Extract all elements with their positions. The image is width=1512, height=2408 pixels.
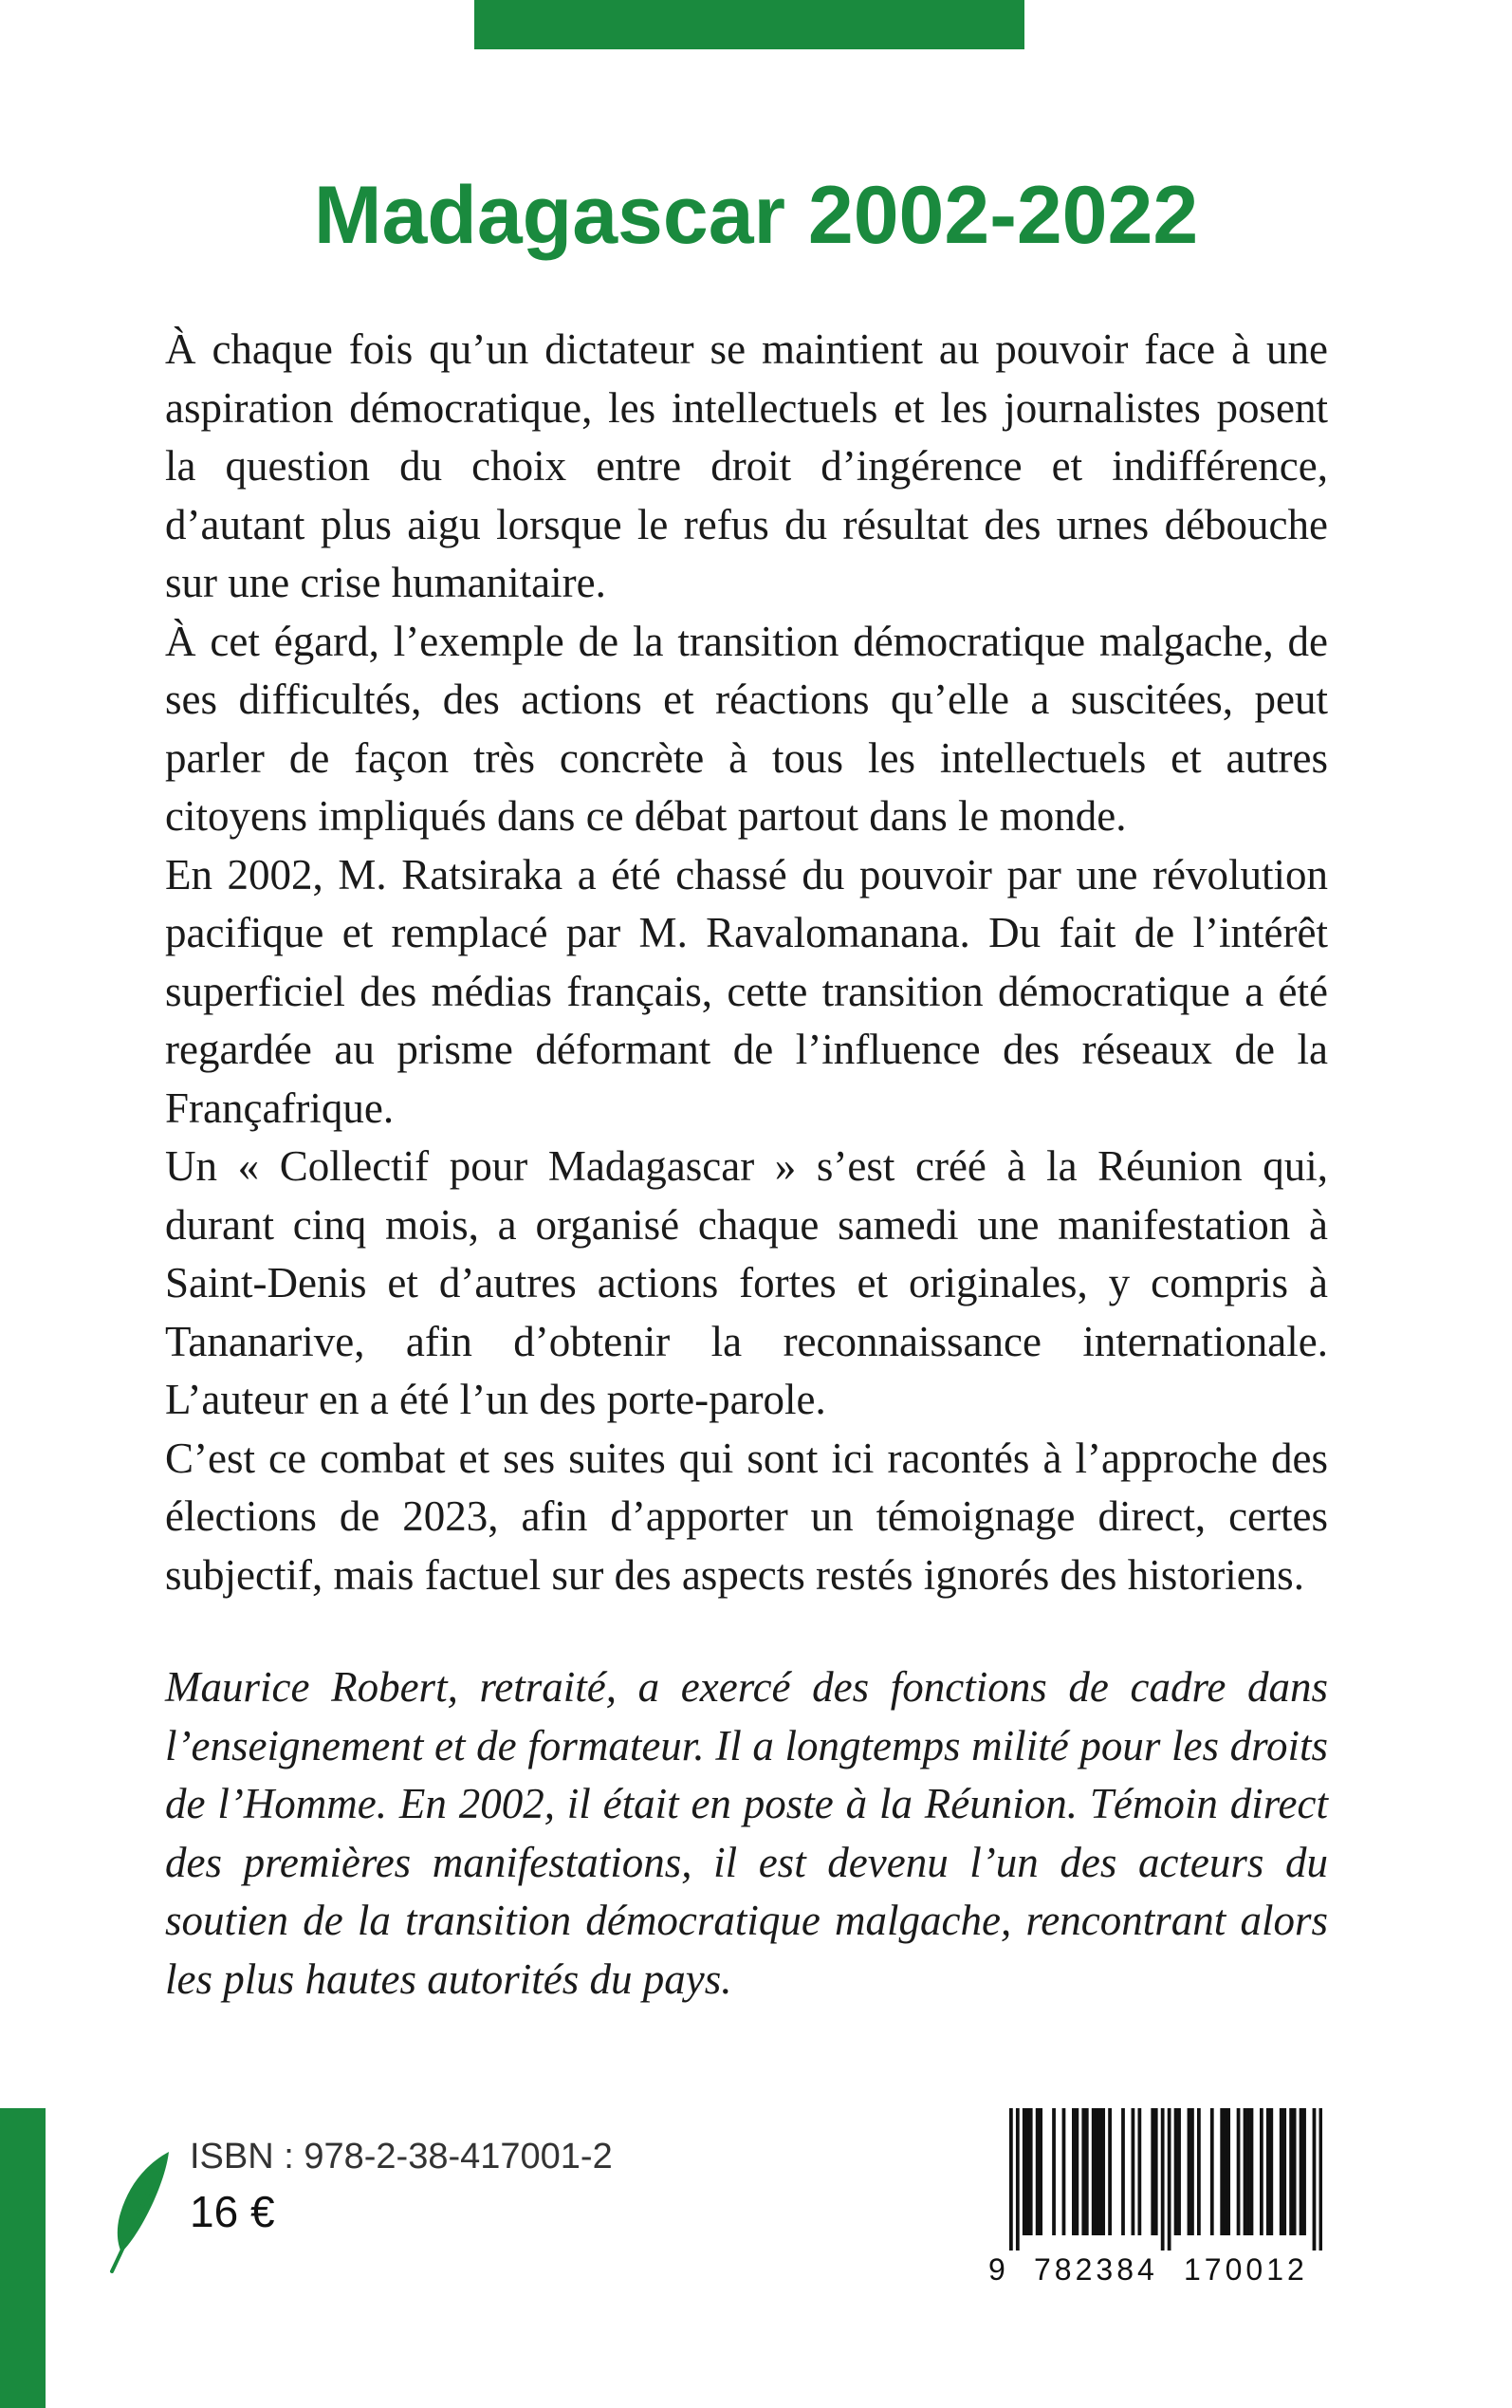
top-accent-bar	[474, 0, 1024, 49]
barcode-bar	[1269, 2108, 1273, 2235]
barcode-bar	[1224, 2108, 1227, 2235]
barcode-bars	[1009, 2108, 1322, 2251]
barcode-bar	[1132, 2108, 1135, 2235]
barcode-bar	[1039, 2108, 1042, 2235]
isbn-barcode	[988, 2108, 1349, 2288]
side-accent-bar	[0, 2108, 46, 2408]
barcode-bar	[1174, 2108, 1178, 2235]
blurb-paragraph: Un « Collectif pour Madagascar » s’est créé à la Réunion qui, durant cinq mois, a organisé chaque samedi une manifestation à Saint-Denis et d’autres actions fortes et originales, y compris à Tananarive, afin d’obtenir la reconnaissance internationale. L’auteur en a été l’un des porte-parole.	[165, 1142, 1328, 1423]
barcode-bar	[1016, 2108, 1020, 2251]
barcode-bar	[1300, 2108, 1303, 2235]
blurb-paragraph: En 2002, M. Ratsiraka a été chassé du pouvoir par une révolution pacifique et remplacé par M. Ravalomanana. Du fait de l’intérêt superficiel des médias français, cette transition démocratique a été regardée au prisme déformant de l’influence des réseaux de la Françafrique.	[165, 850, 1328, 1132]
isbn-label: ISBN : 978-2-38-417001-2	[190, 2137, 613, 2176]
barcode-bar	[1226, 2108, 1230, 2235]
barcode-bar	[1151, 2108, 1154, 2235]
barcode-bar	[1108, 2108, 1112, 2235]
blurb-paragraph: À chaque fois qu’un dictateur se maintient au pouvoir face à une aspiration démocratique, les intellectuels et les journalistes posent la question du choix entre droit d’ingérence et indifférence, d’autant plus aigu lorsque le refus du résultat des urnes débouche sur une crise humanitaire.	[165, 325, 1328, 606]
barcode-bar	[1137, 2108, 1141, 2235]
barcode-bar	[1072, 2108, 1076, 2235]
barcode-bar	[1250, 2108, 1254, 2235]
barcode-bar	[1280, 2108, 1283, 2235]
barcode-bar	[1246, 2108, 1250, 2235]
barcode-bar	[1293, 2108, 1297, 2235]
barcode-bar	[1266, 2108, 1270, 2235]
barcode-bar	[1009, 2108, 1013, 2251]
barcode-first-digit: 9	[988, 2252, 1005, 2287]
barcode-bar	[1289, 2108, 1293, 2235]
barcode-bar	[1029, 2108, 1033, 2235]
barcode-bar	[1075, 2108, 1079, 2235]
barcode-bar	[1095, 2108, 1098, 2235]
blurb-paragraph: C’est ce combat et ses suites qui sont ici racontés à l’approche des élections de 2023, afin d’apporter un témoignage direct, certes subjectif, mais factuel sur des aspects restés ignorés des historiens.	[165, 1434, 1328, 1599]
barcode-bar	[1319, 2108, 1322, 2251]
author-bio: Maurice Robert, retraité, a exercé des fonctions de cadre dans l’enseignement et de formateur. Il a longtemps milité pour les droits de l’Homme. En 2002, il était en poste à la Réunion. Témoin direct des premières manifestations, il est devenu l’un des acteurs du soutien de la transition démocratique malgache, rencontrant alors les plus hautes autorités du pays.	[165, 1663, 1328, 2003]
barcode-bar	[1023, 2108, 1026, 2235]
blurb-paragraph: À cet égard, l’exemple de la transition démocratique malgache, de ses difficultés, des actions et réactions qu’elle a suscitées, peut parler de façon très concrète à tous les intellectuels et autres citoyens impliqués dans ce débat partout dans le monde.	[165, 617, 1328, 840]
barcode-left-group: 782384	[1034, 2252, 1158, 2287]
barcode-bar	[1302, 2108, 1306, 2235]
barcode-bar	[1313, 2108, 1317, 2251]
barcode-bar	[1085, 2108, 1089, 2235]
price-label: 16 €	[190, 2187, 275, 2236]
barcode-bar	[1190, 2108, 1194, 2235]
barcode-bar	[1161, 2108, 1165, 2251]
barcode-bar	[1052, 2108, 1056, 2235]
barcode-bar	[1062, 2108, 1066, 2235]
barcode-bar	[1244, 2108, 1247, 2235]
barcode-bar	[1168, 2108, 1171, 2251]
barcode-bar	[1220, 2108, 1224, 2235]
barcode-bar	[1237, 2108, 1241, 2235]
feather-icon	[106, 2150, 173, 2273]
back-cover-blurb	[165, 321, 1328, 1604]
barcode-bar	[1177, 2108, 1181, 2235]
barcode-bar	[1197, 2108, 1201, 2235]
barcode-bar	[1210, 2108, 1214, 2235]
barcode-bar	[1282, 2108, 1286, 2235]
barcode-bar	[1036, 2108, 1040, 2235]
barcode-bar	[1188, 2108, 1191, 2235]
barcode-bar	[1081, 2108, 1085, 2235]
barcode-bar	[1101, 2108, 1105, 2235]
barcode-bar	[1260, 2108, 1263, 2235]
barcode-bar	[1098, 2108, 1102, 2235]
barcode-bar	[1092, 2108, 1096, 2235]
book-title: Madagascar 2002-2022	[313, 170, 1199, 261]
barcode-bar	[1025, 2108, 1029, 2235]
barcode-bar	[1121, 2108, 1125, 2235]
barcode-bar	[1154, 2108, 1158, 2235]
barcode-right-group: 170012	[1184, 2252, 1308, 2287]
